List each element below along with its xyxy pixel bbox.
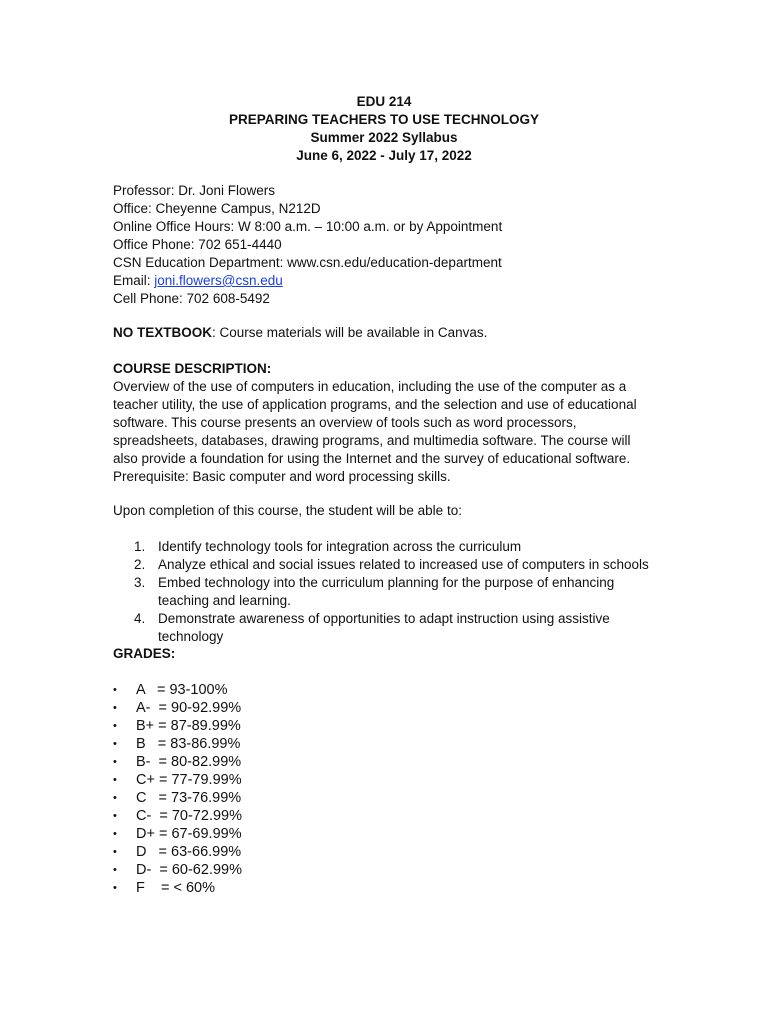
bullet-icon: • bbox=[113, 864, 117, 876]
bullet-icon: • bbox=[113, 774, 117, 786]
objective-number: 3. bbox=[134, 575, 146, 590]
objective-item bbox=[134, 610, 664, 646]
bullet-icon: • bbox=[113, 738, 117, 750]
objective-text: Embed technology into the curriculum planning for the purpose of enhancing teaching and learning. bbox=[158, 575, 615, 608]
objective-text: Demonstrate awareness of opportunities to adapt instruction using assistive technology bbox=[158, 611, 610, 644]
grade-text: D = 63-66.99% bbox=[136, 844, 242, 860]
course-code: EDU 214 bbox=[356, 94, 412, 109]
bullet-icon: • bbox=[113, 702, 117, 714]
bullet-icon: • bbox=[113, 792, 117, 804]
objective-text: Identify technology tools for integration across the curriculum bbox=[158, 539, 522, 554]
objective-number: 2. bbox=[134, 557, 146, 572]
department-line: CSN Education Department: www.csn.edu/education-department bbox=[113, 255, 502, 270]
objectives-list bbox=[134, 538, 664, 646]
cell-phone-line: Cell Phone: 702 608-5492 bbox=[113, 291, 270, 306]
description-heading: COURSE DESCRIPTION: bbox=[113, 361, 272, 376]
objective-item bbox=[134, 574, 664, 610]
textbook-note bbox=[113, 324, 487, 342]
textbook-text: : Course materials will be available in Canvas. bbox=[212, 325, 488, 340]
objective-item bbox=[134, 538, 664, 556]
grade-text: A- = 90-92.99% bbox=[136, 700, 242, 716]
objective-number: 4. bbox=[134, 611, 146, 626]
bullet-icon: • bbox=[113, 846, 117, 858]
email-link[interactable]: joni.flowers@csn.edu bbox=[154, 273, 283, 288]
description-body: Overview of the use of computers in education, including the use of the computer as a teacher utility, the use of application programs, and the selection and use of educational software. This course presents an overview of tools such as word processors, spreadsheets, databases, drawing programs, and multimedia software. The course will also provide a foundation for using the Internet and the survey of educational software. Prerequisite: Basic computer and word processing skills. bbox=[113, 379, 637, 484]
course-description bbox=[113, 360, 658, 486]
grades-heading: GRADES: bbox=[113, 646, 176, 661]
course-dates: June 6, 2022 - July 17, 2022 bbox=[296, 148, 472, 163]
office-line: Office: Cheyenne Campus, N212D bbox=[113, 201, 321, 216]
textbook-label: NO TEXTBOOK bbox=[113, 325, 213, 340]
grade-text: C = 73-76.99% bbox=[136, 790, 242, 806]
bullet-icon: • bbox=[113, 810, 117, 822]
grade-text: B+ = 87-89.99% bbox=[136, 718, 241, 734]
objective-text: Analyze ethical and social issues related to increased use of computers in schools bbox=[158, 557, 649, 572]
email-label: Email: bbox=[113, 273, 155, 288]
syllabus-header bbox=[0, 93, 768, 165]
bullet-icon: • bbox=[113, 828, 117, 840]
grade-text: F = < 60% bbox=[136, 880, 215, 896]
grade-text: C+ = 77-79.99% bbox=[136, 772, 242, 788]
bullet-icon: • bbox=[113, 684, 117, 696]
bullet-icon: • bbox=[113, 756, 117, 768]
email-line bbox=[113, 272, 502, 290]
bullet-icon: • bbox=[113, 720, 117, 732]
grade-text: D+ = 67-69.99% bbox=[136, 826, 242, 842]
grade-text: B- = 80-82.99% bbox=[136, 754, 242, 770]
office-hours-line: Online Office Hours: W 8:00 a.m. – 10:00 a.m. or by Appointment bbox=[113, 219, 503, 234]
objective-item bbox=[134, 556, 664, 574]
bullet-icon: • bbox=[113, 882, 117, 894]
objective-number: 1. bbox=[134, 539, 146, 554]
grade-text: A = 93-100% bbox=[136, 682, 228, 698]
term-title: Summer 2022 Syllabus bbox=[310, 130, 458, 145]
office-phone-line: Office Phone: 702 651-4440 bbox=[113, 237, 282, 252]
contact-info bbox=[113, 182, 502, 308]
course-title: PREPARING TEACHERS TO USE TECHNOLOGY bbox=[228, 112, 540, 127]
professor-line: Professor: Dr. Joni Flowers bbox=[113, 183, 276, 198]
grade-text: C- = 70-72.99% bbox=[136, 808, 242, 824]
grade-text: D- = 60-62.99% bbox=[136, 862, 242, 878]
objectives-intro: Upon completion of this course, the student will be able to: bbox=[113, 503, 462, 518]
grade-text: B = 83-86.99% bbox=[136, 736, 241, 752]
